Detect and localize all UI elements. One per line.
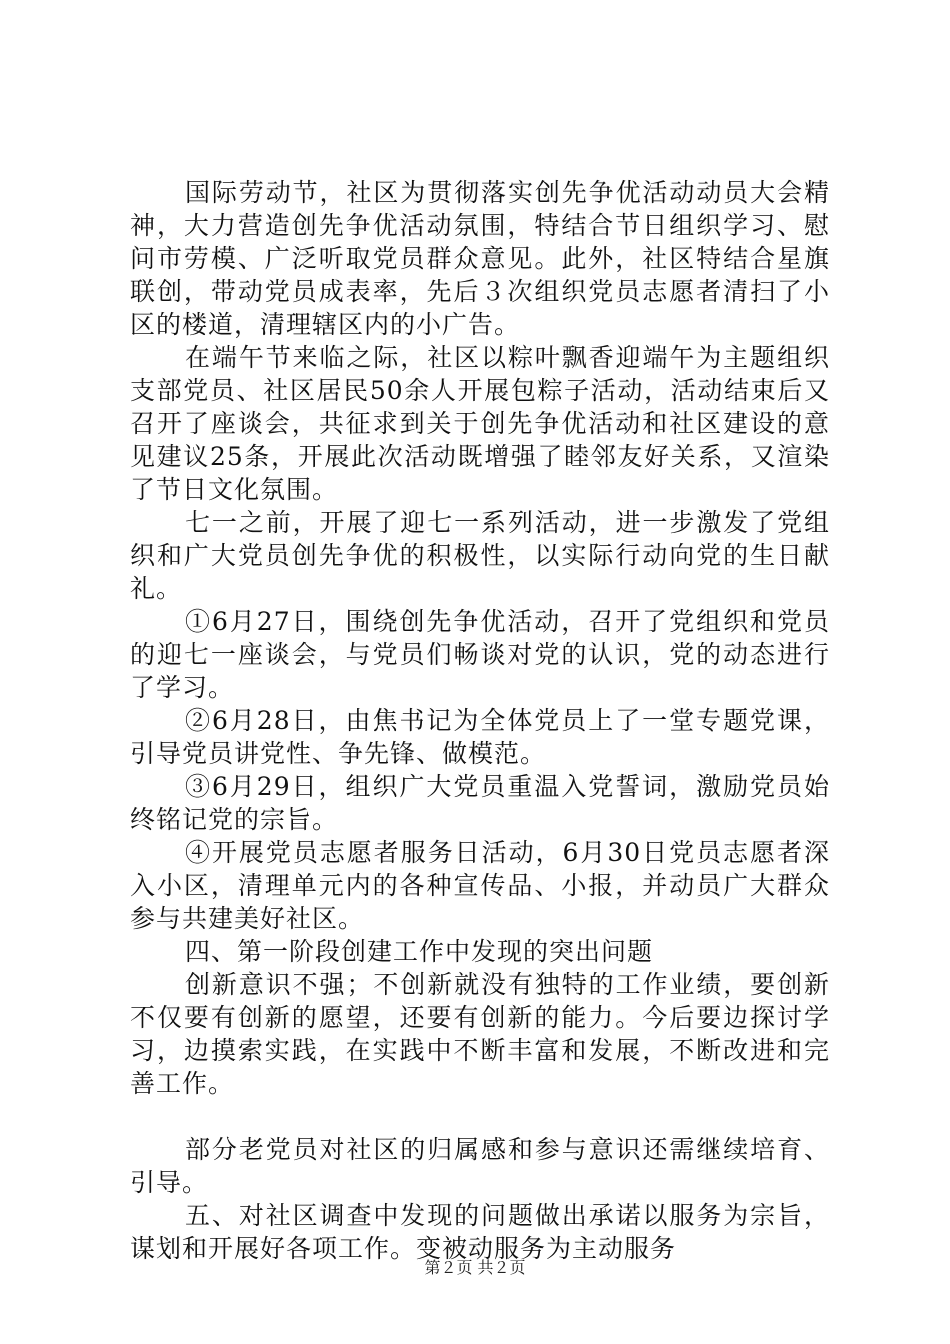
paragraph-innovation: 创新意识不强；不创新就没有独特的工作业绩，要创新不仅要有创新的愿望，还要有创新的能力。今后要边探讨学习，边摸索实践，在实践中不断丰富和发展，不断改进和完善工作。 bbox=[130, 970, 830, 1098]
section-heading-five: 五、对社区调查中发现的问题做出承诺以服务为宗旨，谋划和开展好各项工作。变被动服务为主动服务 bbox=[130, 1201, 830, 1263]
paragraph-item-3: ③6月29日，组织广大党员重温入党誓词，激励党员始终铭记党的宗旨。 bbox=[130, 772, 830, 834]
page-footer: 第２页 共２页 bbox=[424, 1258, 526, 1277]
document-body bbox=[130, 176, 830, 1265]
paragraph-item-4: ④开展党员志愿者服务日活动，6月30日党员志愿者深入小区，清理单元内的各种宣传品、小报，并动员广大群众参与共建美好社区。 bbox=[130, 838, 830, 933]
paragraph-labor-day: 国际劳动节，社区为贯彻落实创先争优活动动员大会精神，大力营造创先争优活动氛围，特结合节日组织学习、慰问市劳模、广泛听取党员群众意见。此外，社区特结合星旗联创，带动党员成表率，先后３次组织党员志愿者清扫了小区的楼道，清理辖区内的小广告。 bbox=[130, 178, 830, 339]
paragraph-item-1: ①6月27日，围绕创先争优活动，召开了党组织和党员的迎七一座谈会，与党员们畅谈对党的认识，党的动态进行了学习。 bbox=[130, 607, 830, 702]
section-heading-four: 四、第一阶段创建工作中发现的突出问题 bbox=[185, 937, 654, 966]
paragraph-dragon-boat: 在端午节来临之际，社区以粽叶飘香迎端午为主题组织支部党员、社区居民50余人开展包粽子活动，活动结束后又召开了座谈会，共征求到关于创先争优活动和社区建设的意见建议25条，开展此次活动既增强了睦邻友好关系，又渲染了节日文化氛围。 bbox=[130, 343, 830, 504]
paragraph-july-first: 七一之前，开展了迎七一系列活动，进一步激发了党组织和广大党员创先争优的积极性，以实际行动向党的生日献礼。 bbox=[130, 508, 830, 603]
paragraph-old-members: 部分老党员对社区的归属感和参与意识还需继续培育、引导。 bbox=[130, 1135, 830, 1197]
paragraph-item-2: ②6月28日，由焦书记为全体党员上了一堂专题党课，引导党员讲党性、争先锋、做模范。 bbox=[130, 706, 830, 768]
